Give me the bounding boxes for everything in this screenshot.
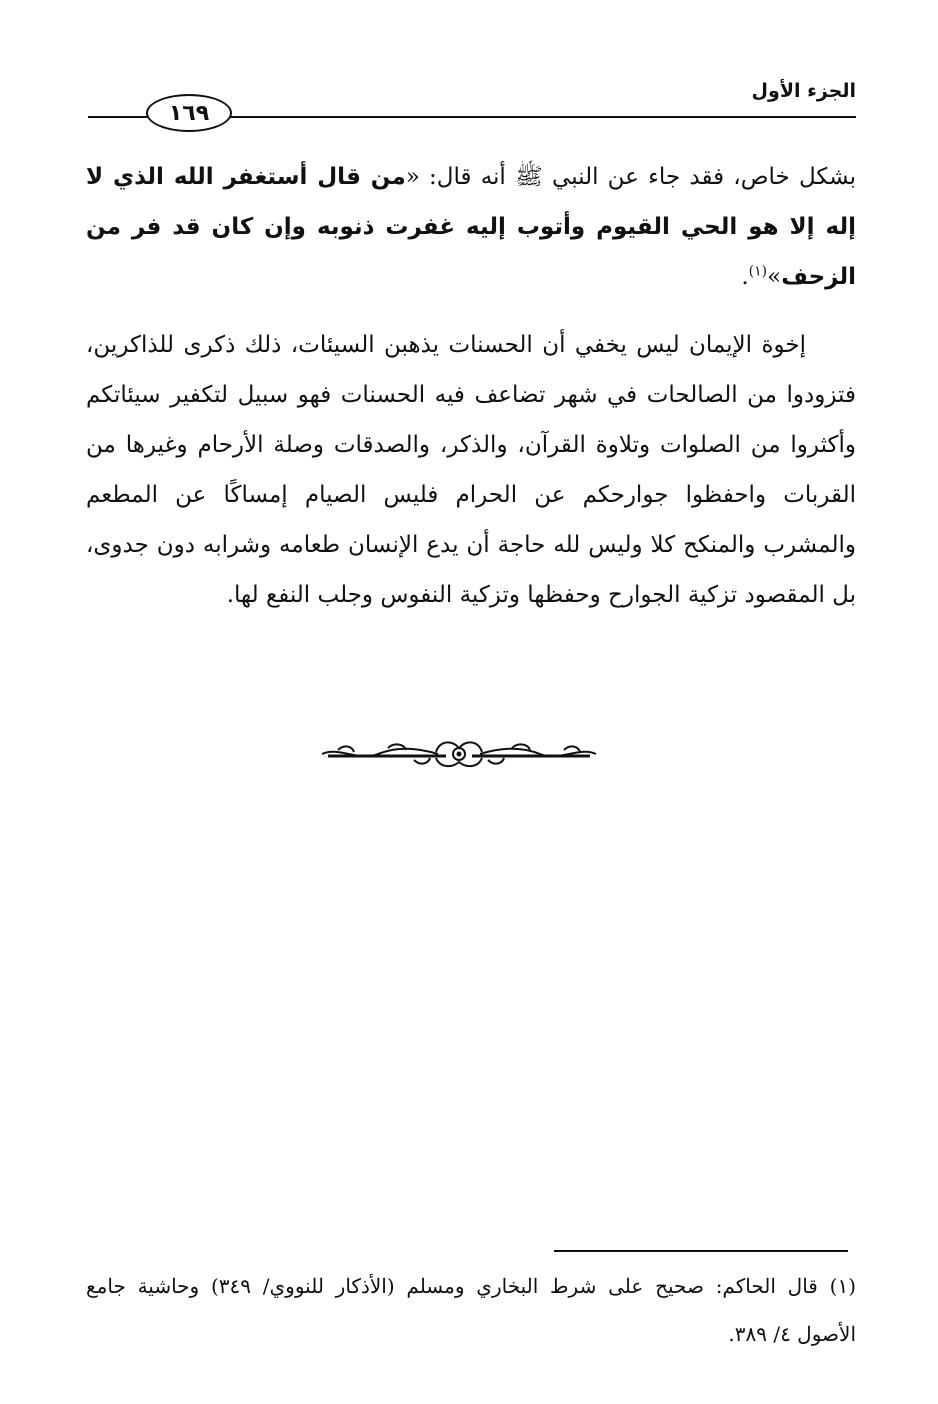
main-text (86, 152, 856, 620)
hadith-quote: من قال أستغفر الله الذي لا إله إلا هو الحي القيوم وأتوب إليه غفرت ذنوبه وإن كان قد فر من الزحف (86, 164, 856, 290)
footnote-section (86, 1262, 856, 1358)
footnote-rule (554, 1250, 848, 1252)
footnote-1: (١) قال الحاكم: صحيح على شرط البخاري ومسلم (الأذكار للنووي/ ٣٤٩) وحاشية جامع الأصول ٤/ ٣٨٩. (86, 1274, 856, 1346)
paragraph-1 (86, 152, 856, 302)
footnote-reference: (١) (748, 263, 768, 280)
paragraph-2: إخوة الإيمان ليس يخفي أن الحسنات يذهبن السيئات، ذلك ذكرى للذاكرين، فتزودوا من الصالحات في شهر تضاعف فيه الحسنات فهو سبيل لتكفير سيئاتكم وأكثروا من الصلوات وتلاوة القرآن، والذكر، والصدقات وصلة الأرحام وغيرها من القربات واحفظوا جوارحكم عن الحرام فليس الصيام إمساكًا عن المطعم والمشرب والمنكح كلا وليس لله حاجة أن يدع الإنسان طعامه وشرابه دون جدوى، بل المقصود تزكية الجوارح وحفظها وتزكية النفوس وجلب النفع لها. (86, 332, 856, 608)
decorative-ornament (318, 736, 600, 770)
paragraph-1-end: . (741, 264, 749, 290)
paragraph-1-intro: بشكل خاص، فقد جاء عن النبي ﷺ أنه قال: « (405, 164, 856, 190)
quote-close: » (767, 264, 782, 290)
page-number: ١٦٩ (146, 94, 232, 132)
running-head: الجزء الأول (751, 80, 856, 102)
